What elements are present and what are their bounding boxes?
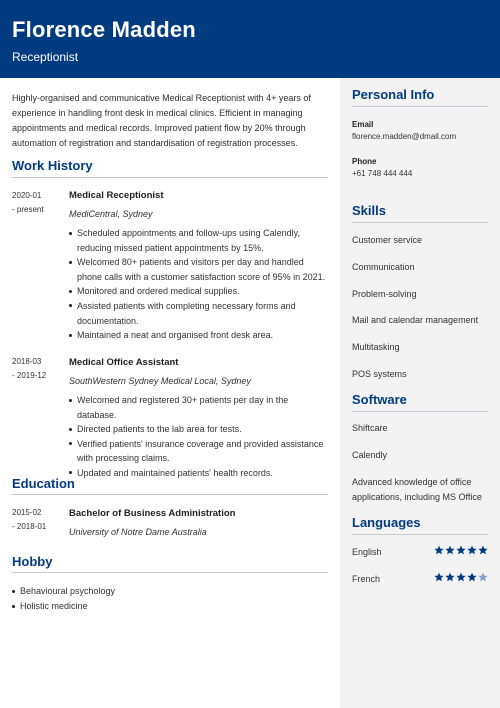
list-item: Behavioural psychology bbox=[12, 584, 115, 599]
software-item: Calendly bbox=[352, 450, 388, 460]
phone-label: Phone bbox=[352, 157, 377, 166]
star-icon bbox=[478, 572, 488, 582]
star-icon bbox=[445, 572, 455, 582]
list-item: Welcomed and registered 30+ patients per day in the database. bbox=[69, 393, 329, 422]
software-divider bbox=[352, 411, 488, 412]
job-2-date-start: 2018-03 bbox=[12, 357, 42, 366]
skills-divider bbox=[352, 222, 488, 223]
job-1-title: Medical Receptionist bbox=[69, 190, 164, 201]
job-1-dates bbox=[12, 189, 44, 217]
skill-item: Mail and calendar management bbox=[352, 315, 479, 325]
personal-info-heading: Personal Info bbox=[352, 87, 435, 102]
skill-item: Customer service bbox=[352, 235, 423, 245]
work-history-heading: Work History bbox=[12, 158, 93, 173]
job-2-company: SouthWestern Sydney Medical Local, Sydney bbox=[69, 376, 251, 386]
star-icon bbox=[434, 545, 444, 555]
job-2-bullets bbox=[69, 393, 329, 481]
education-dates bbox=[12, 506, 46, 534]
list-item: Verified patients' insurance coverage and provided assistance with processing claims. bbox=[69, 437, 329, 466]
email-value[interactable]: florence.madden@dmail.com bbox=[352, 132, 457, 141]
email-label: Email bbox=[352, 120, 374, 129]
language-name: English bbox=[352, 547, 382, 557]
skill-item: Problem-solving bbox=[352, 289, 417, 299]
hobby-divider bbox=[12, 572, 328, 573]
education-date-end: - 2018-01 bbox=[12, 522, 47, 531]
list-item: Scheduled appointments and follow-ups using Calendly, reducing missed patient appointments by 15%. bbox=[69, 226, 329, 255]
skill-item: Multitasking bbox=[352, 342, 400, 352]
hobby-heading: Hobby bbox=[12, 554, 53, 569]
list-item: Maintained a neat and organised front desk area. bbox=[69, 328, 329, 343]
education-school: University of Notre Dame Australia bbox=[69, 527, 207, 537]
software-item: Advanced knowledge of office applications, including MS Office bbox=[352, 477, 482, 502]
star-icon bbox=[478, 545, 488, 555]
languages-divider bbox=[352, 534, 488, 535]
job-1-date-start: 2020-01 bbox=[12, 191, 42, 200]
star-icon bbox=[467, 545, 477, 555]
star-icon bbox=[445, 545, 455, 555]
candidate-name: Florence Madden bbox=[12, 17, 196, 42]
star-icon bbox=[467, 572, 477, 582]
personal-info-divider bbox=[352, 106, 488, 107]
list-item: Holistic medicine bbox=[12, 599, 115, 614]
skill-item: Communication bbox=[352, 262, 415, 272]
education-degree: Bachelor of Business Administration bbox=[69, 508, 236, 519]
job-2-dates bbox=[12, 355, 46, 383]
job-2-date-end: - 2019-12 bbox=[12, 371, 47, 380]
list-item: Monitored and ordered medical supplies. bbox=[69, 284, 329, 299]
job-1-company: MediCentral, Sydney bbox=[69, 209, 153, 219]
language-rating bbox=[434, 545, 488, 555]
software-item: Shiftcare bbox=[352, 423, 388, 433]
list-item: Updated and maintained patients' health records. bbox=[69, 466, 329, 481]
job-1-bullets bbox=[69, 226, 329, 343]
star-icon bbox=[456, 545, 466, 555]
phone-value[interactable]: +61 748 444 444 bbox=[352, 169, 413, 178]
list-item: Directed patients to the lab area for tests. bbox=[69, 422, 329, 437]
languages-heading: Languages bbox=[352, 515, 421, 530]
star-icon bbox=[456, 572, 466, 582]
work-history-divider bbox=[12, 177, 328, 178]
software-heading: Software bbox=[352, 392, 407, 407]
education-heading: Education bbox=[12, 476, 75, 491]
star-icon bbox=[434, 572, 444, 582]
education-date-start: 2015-02 bbox=[12, 508, 42, 517]
candidate-role: Receptionist bbox=[12, 50, 79, 64]
job-2-title: Medical Office Assistant bbox=[69, 357, 179, 368]
skills-heading: Skills bbox=[352, 203, 386, 218]
resume-header bbox=[0, 0, 500, 78]
language-rating bbox=[434, 572, 488, 582]
skill-item: POS systems bbox=[352, 369, 407, 379]
list-item: Welcomed 80+ patients and visitors per day and handled phone calls with a customer satisfaction score of 95% in 2021. bbox=[69, 255, 329, 284]
job-1-date-end: - present bbox=[12, 205, 44, 214]
profile-summary: Highly-organised and communicative Medical Receptionist with 4+ years of experience in handling front desk in medical clinics. Efficient in managing appointments and medical records. Improved patient flow by 20% through automation of registration and standardisation of registration processes. bbox=[12, 93, 311, 148]
hobby-list bbox=[12, 584, 115, 614]
education-divider bbox=[12, 494, 328, 495]
list-item: Assisted patients with completing necessary forms and documentation. bbox=[69, 299, 329, 328]
language-name: French bbox=[352, 574, 381, 584]
